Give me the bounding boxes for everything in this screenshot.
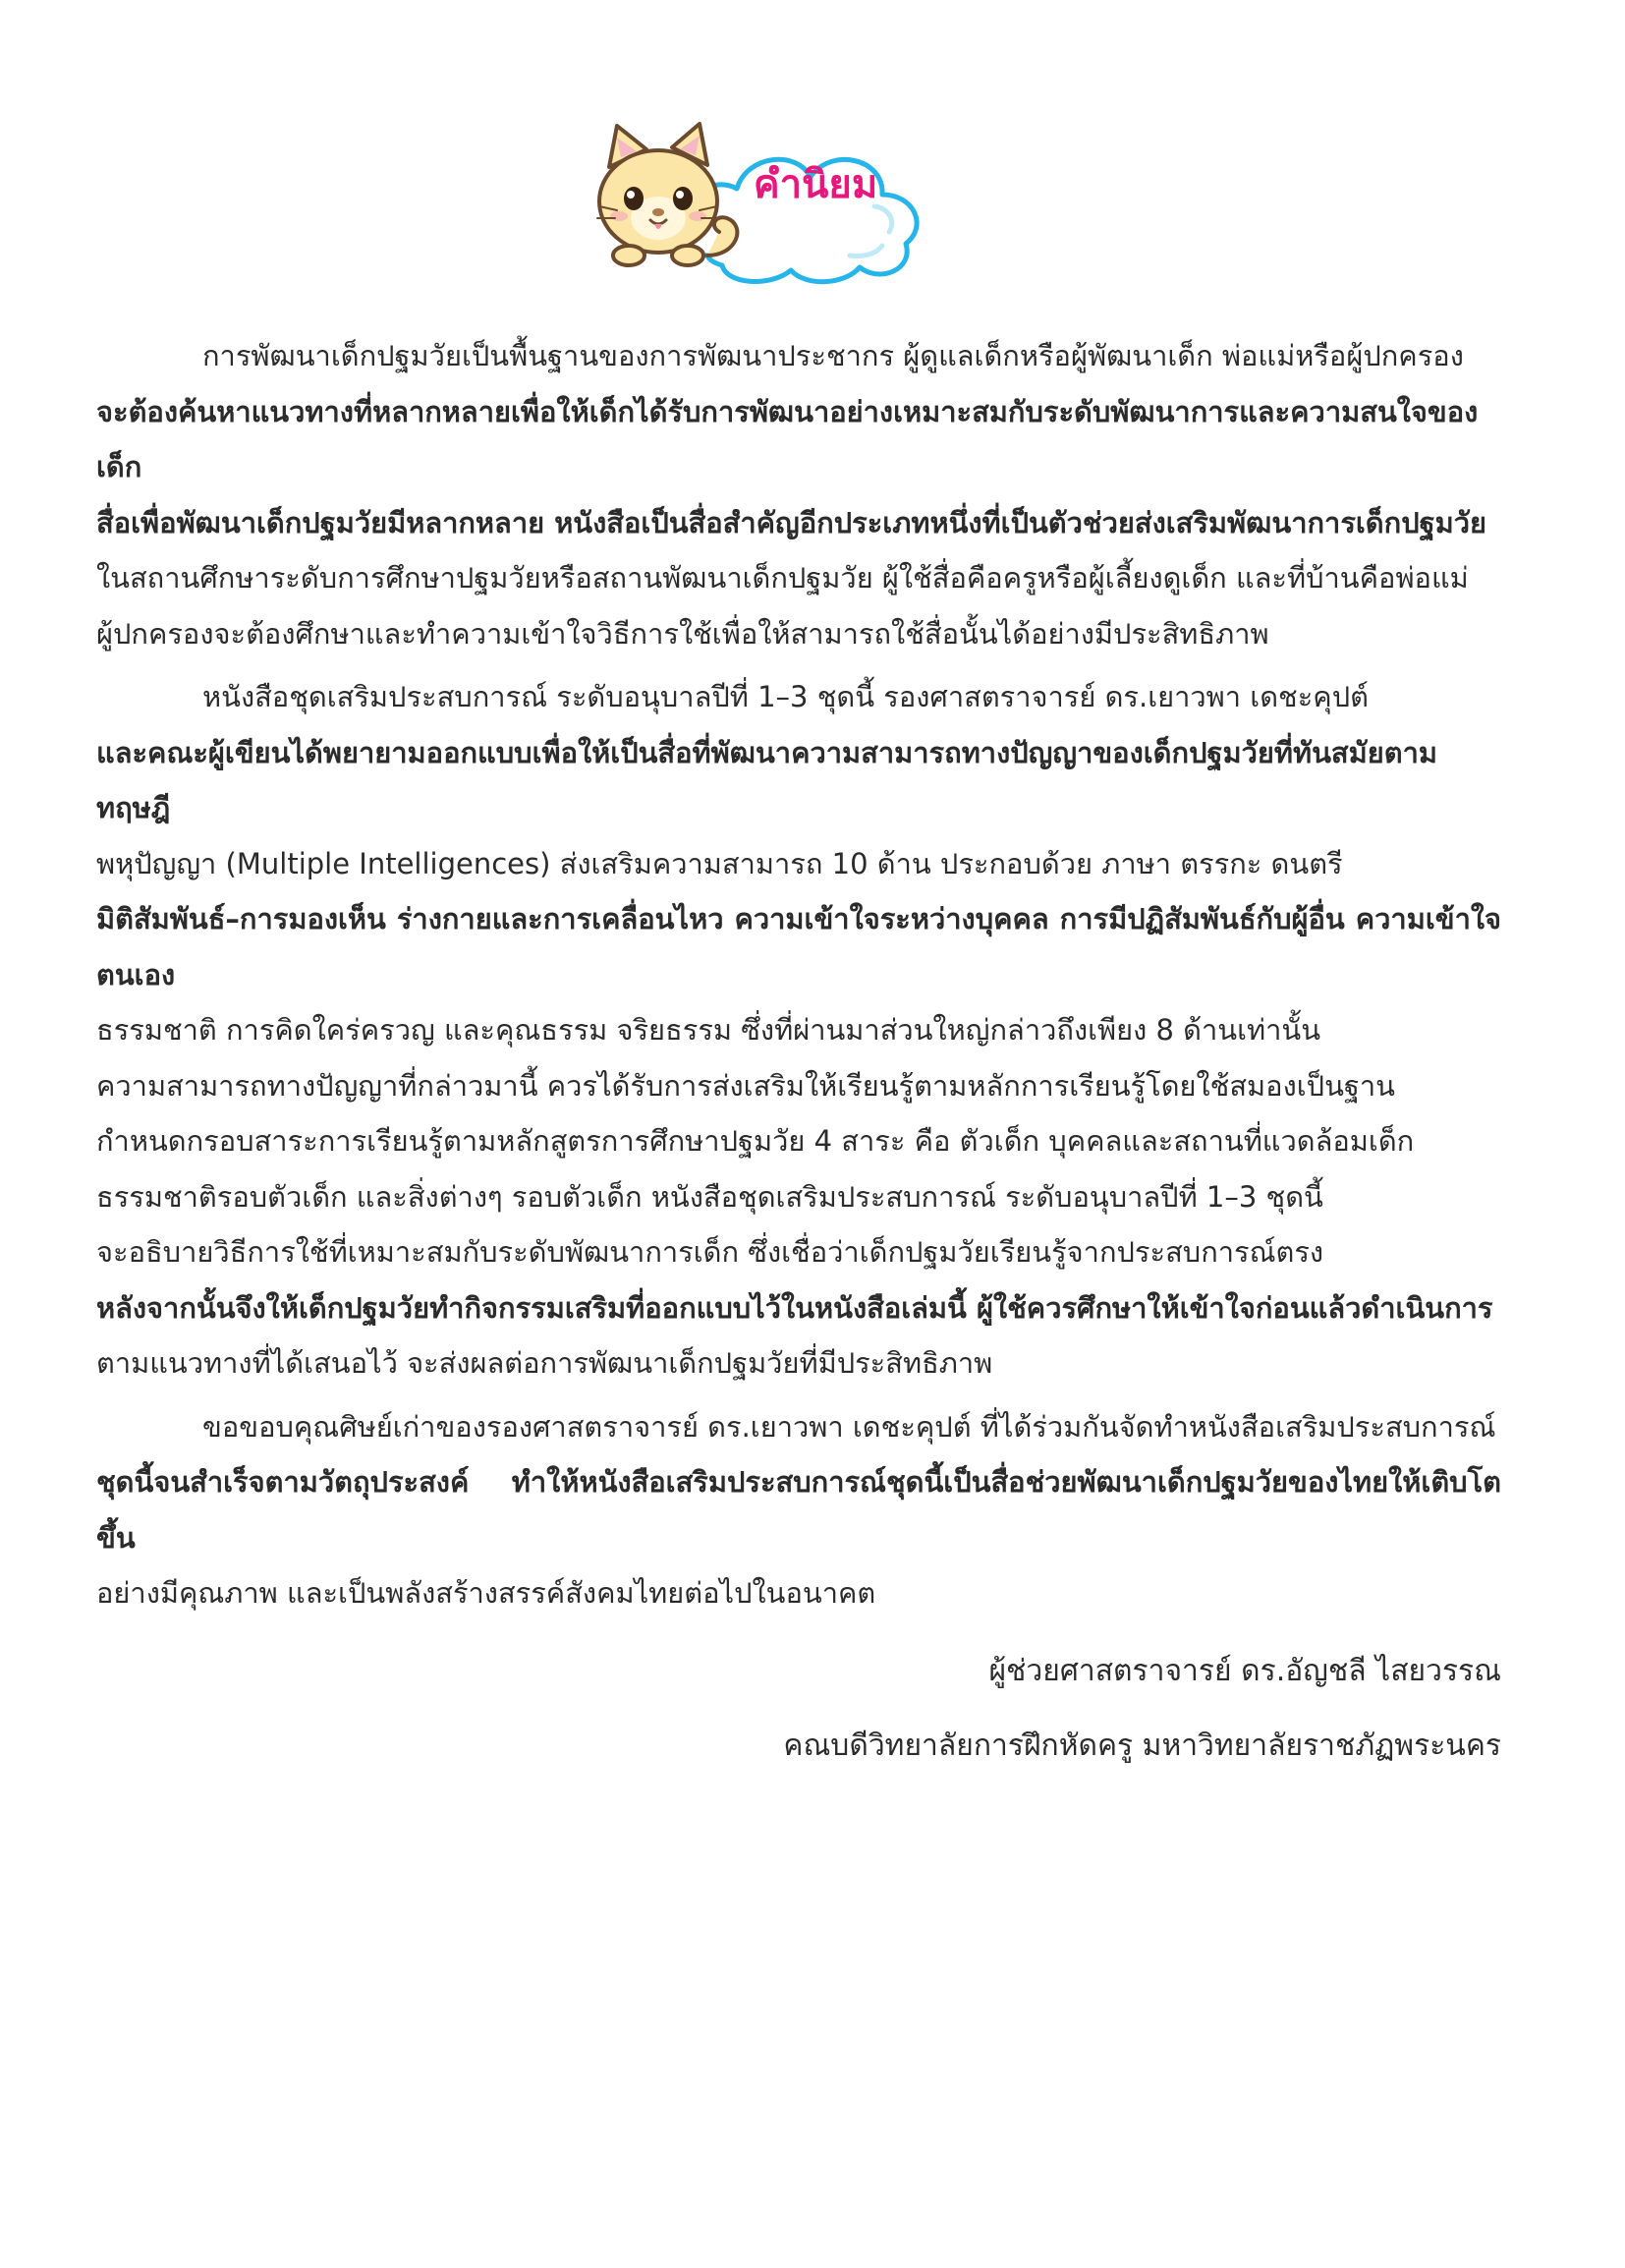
text-line: จะต้องค้นหาแนวทางที่หลากหลายเพื่อให้เด็กได้รับการพัฒนาอย่างเหมาะสมกับระดับพัฒนาการและความสนใจของเด็ก (96, 394, 1479, 483)
signer-name: ผู้ช่วยศาสตราจารย์ ดร.อัญชลี ไสยวรรณ (988, 1654, 1501, 1688)
text-line: ธรรมชาติ การคิดใคร่ครวญ และคุณธรรม จริยธรรม ซึ่งที่ผ่านมาส่วนใหญ่กล่าวถึงเพียง 8 ด้านเท่านั้น (96, 1013, 1321, 1047)
text-line: อย่างมีคุณภาพ และเป็นพลังสร้างสรรค์สังคมไทยต่อไปในอนาคต (96, 1576, 876, 1610)
text-line: ธรรมชาติรอบตัวเด็ก และสิ่งต่างๆ รอบตัวเด็ก หนังสือชุดเสริมประสบการณ์ ระดับอนุบาลปีที่ 1–3 ชุดนี้ (96, 1179, 1323, 1214)
text-line: ในสถานศึกษาระดับการศึกษาปฐมวัยหรือสถานพัฒนาเด็กปฐมวัย ผู้ใช้สื่อคือครูหรือผู้เลี้ยงดูเด็ก และที่บ้านคือพ่อแม่ (96, 561, 1469, 595)
text-line: ผู้ปกครองจะต้องศึกษาและทำความเข้าใจวิธีการใช้เพื่อให้สามารถใช้สื่อนั้นได้อย่างมีประสิทธิภาพ (96, 616, 1269, 651)
text-line: สื่อเพื่อพัฒนาเด็กปฐมวัยมีหลากหลาย หนังสือเป็นสื่อสำคัญอีกประเภทหนึ่งที่เป็นตัวช่วยส่งเสริมพัฒนาการเด็กปฐมวัย (96, 505, 1486, 539)
signature-block (783, 1654, 1501, 1763)
text-line: มิติสัมพันธ์–การมองเห็น ร่างกายและการเคลื่อนไหว ความเข้าใจระหว่างบุคคล การมีปฏิสัมพันธ์กับผู้อื่น ความเข้าใจตนเอง (96, 902, 1501, 992)
text-line: กำหนดกรอบสาระการเรียนรู้ตามหลักสูตรการศึกษาปฐมวัย 4 สาระ คือ ตัวเด็ก บุคคลและสถานที่แวดล้อมเด็ก (96, 1124, 1415, 1158)
text-line: และคณะผู้เขียนได้พยายามออกแบบเพื่อให้เป็นสื่อที่พัฒนาความสามารถทางปัญญาของเด็กปฐมวัยที่ทันสมัยตามทฤษฎี (96, 735, 1437, 824)
signer-position: คณบดีวิทยาลัยการฝึกหัดครู มหาวิทยาลัยราชภัฏพระนคร (783, 1729, 1501, 1763)
text-line: ตามแนวทางที่ได้เสนอไว้ จะส่งผลต่อการพัฒนาเด็กปฐมวัยที่มีประสิทธิภาพ (96, 1346, 993, 1380)
paragraph-1 (96, 328, 1501, 661)
text-line: หนังสือชุดเสริมประสบการณ์ ระดับอนุบาลปีที่ 1–3 ชุดนี้ รองศาสตราจารย์ ดร.เยาวพา เดชะคุปต์ (202, 680, 1369, 713)
header-banner (589, 108, 943, 305)
paragraph-3 (96, 1399, 1501, 1621)
text-line: หลังจากนั้นจึงให้เด็กปฐมวัยทำกิจกรรมเสริมที่ออกแบบไว้ในหนังสือเล่มนี้ ผู้ใช้ควรศึกษาให้เข้าใจก่อนแล้วดำเนินการ (96, 1290, 1493, 1325)
text-line: พหุปัญญา (Multiple Intelligences) ส่งเสริมความสามารถ 10 ด้าน ประกอบด้วย ภาษา ตรรกะ ดนตรี (96, 846, 1343, 880)
text-line: ความสามารถทางปัญญาที่กล่าวมานี้ ควรได้รับการส่งเสริมให้เรียนรู้ตามหลักการเรียนรู้โดยใช้สมองเป็นฐาน (96, 1068, 1396, 1103)
text-line: จะอธิบายวิธีการใช้ที่เหมาะสมกับระดับพัฒนาการเด็ก ซึ่งเชื่อว่าเด็กปฐมวัยเรียนรู้จากประสบการณ์ตรง (96, 1235, 1324, 1269)
text-line: ขอขอบคุณศิษย์เก่าของรองศาสตราจารย์ ดร.เยาวพา เดชะคุปต์ ที่ได้ร่วมกันจัดทำหนังสือเสริมประสบการณ์ (202, 1409, 1496, 1444)
text-line: ชุดนี้จนสำเร็จตามวัตถุประสงค์ ทำให้หนังสือเสริมประสบการณ์ชุดนี้เป็นสื่อช่วยพัฒนาเด็กปฐมวัยของไทยให้เติบโตขึ้น (96, 1465, 1501, 1555)
paragraph-2 (96, 669, 1501, 1391)
page-title: คำนิยม (753, 162, 878, 207)
text-line: การพัฒนาเด็กปฐมวัยเป็นพื้นฐานของการพัฒนาประชากร ผู้ดูแลเด็กหรือผู้พัฒนาเด็ก พ่อแม่หรือผู้ปกครอง (202, 339, 1464, 372)
foreword-body (96, 328, 1501, 1629)
